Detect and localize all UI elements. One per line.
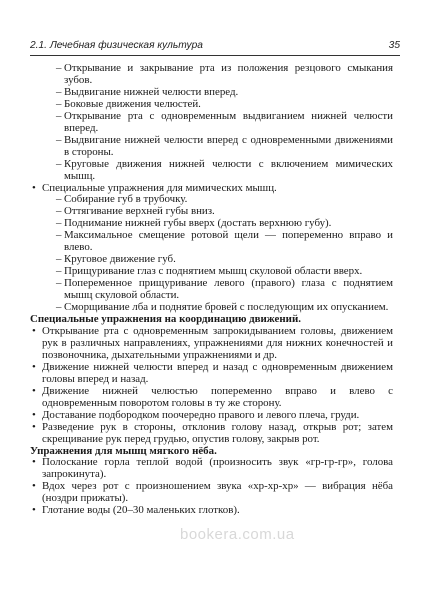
dash-marker: –	[56, 229, 62, 242]
bullet-marker: •	[32, 181, 36, 194]
bullet-marker: •	[32, 504, 36, 517]
section-heading: Упражнения для мышц мягкого нёба.	[30, 444, 217, 457]
list-item-text: Круговое движение губ.	[64, 253, 176, 266]
list-item-text: Попеременное прищуривание левого (правого) глаза с поднятием мышц скуловой области.	[64, 277, 393, 302]
list-item-text: Глотание воды (20–30 маленьких глотков).	[42, 504, 240, 517]
dash-marker: –	[56, 85, 62, 98]
list-item-text: Собирание губ в трубочку.	[64, 193, 188, 206]
bullet-list-item	[30, 422, 393, 446]
dash-marker: –	[56, 133, 62, 146]
dash-list-item	[30, 230, 393, 254]
dash-marker: –	[56, 193, 62, 206]
bullet-marker: •	[32, 360, 36, 373]
dash-marker: –	[56, 109, 62, 122]
header-rule	[30, 55, 400, 56]
dash-marker: –	[56, 253, 62, 266]
dash-list-item	[30, 135, 393, 159]
running-header	[30, 40, 400, 51]
list-item-text: Сморщивание лба и поднятие бровей с последующим их опусканием.	[64, 301, 389, 314]
bullet-marker: •	[32, 480, 36, 493]
list-item-text: Открывание рта с одновременным запрокидыванием головы, движением рук в различных направлениях, упражнениями для нижних конечностей и позвоночника, дыхательными упражнениями и др.	[42, 324, 393, 361]
dash-marker: –	[56, 157, 62, 170]
page-body	[30, 63, 393, 517]
dash-marker: –	[56, 205, 62, 218]
bullet-list-item	[30, 505, 393, 517]
list-item-text: Прищуривание глаз с поднятием мышц скуловой области вверх.	[64, 265, 363, 278]
bullet-marker: •	[32, 324, 36, 337]
list-item-text: Поднимание нижней губы вверх (достать верхнюю губу).	[64, 217, 332, 230]
list-item-text: Движение нижней челюсти вперед и назад с одновременным движением головы вперед и назад.	[42, 360, 393, 385]
dash-marker: –	[56, 62, 62, 74]
list-item-text: Полоскание горла теплой водой (произносить звук «гр-гр-гр», голова запрокинута).	[42, 456, 393, 481]
list-item-text: Круговые движения нижней челюсти с включением мимических мышц.	[64, 157, 393, 182]
list-item-text: Вдох через рот с произношением звука «хр-хр-хр» — вибрация нёба (ноздри прижаты).	[42, 480, 393, 505]
dash-list-item	[30, 159, 393, 183]
watermark: bookera.com.ua	[180, 526, 295, 543]
bullet-marker: •	[32, 420, 36, 433]
dash-marker: –	[56, 265, 62, 278]
dash-marker: –	[56, 217, 62, 230]
dash-marker: –	[56, 97, 62, 110]
bullet-marker: •	[32, 456, 36, 469]
list-item-text: Оттягивание верхней губы вниз.	[64, 205, 215, 218]
list-item-text: Выдвигание нижней челюсти вперед с одновременными движениями в стороны.	[64, 133, 393, 158]
bullet-list-item	[30, 481, 393, 505]
dash-list-item	[30, 111, 393, 135]
bullet-list-item	[30, 362, 393, 386]
bullet-list-item	[30, 386, 393, 410]
bullet-marker: •	[32, 384, 36, 397]
bullet-marker: •	[32, 408, 36, 421]
list-item-text: Открывание рта с одновременным выдвиганием нижней челюсти вперед.	[64, 109, 393, 134]
page-number: 35	[388, 40, 400, 51]
dash-list-item	[30, 278, 393, 302]
list-item-text: Специальные упражнения для мимических мышц.	[42, 181, 277, 194]
dash-marker: –	[56, 277, 62, 290]
list-item-text: Разведение рук в стороны, отклонив голову назад, открыв рот; затем скрещивание рук перед грудью, опустив голову, закрыв рот.	[42, 420, 393, 445]
bullet-list-item	[30, 457, 393, 481]
dash-list-item	[30, 63, 393, 87]
list-item-text: Выдвигание нижней челюсти вперед.	[64, 85, 239, 98]
list-item-text: Боковые движения челюстей.	[64, 97, 201, 110]
bullet-list-item	[30, 326, 393, 362]
dash-marker: –	[56, 301, 62, 314]
list-item-text: Доставание подбородком поочередно правого и левого плеча, груди.	[42, 408, 360, 421]
list-item-text: Движение нижней челюстью попеременно вправо и влево с одновременным поворотом головы в ту же сторону.	[42, 384, 393, 409]
list-item-text: Открывание и закрывание рта из положения резцового смыкания зубов.	[64, 62, 393, 86]
section-heading: Специальные упражнения на координацию движений.	[30, 313, 301, 326]
section-title: 2.1. Лечебная физическая культура	[30, 40, 203, 51]
list-item-text: Максимальное смещение ротовой щели — попеременно вправо и влево.	[64, 229, 393, 254]
